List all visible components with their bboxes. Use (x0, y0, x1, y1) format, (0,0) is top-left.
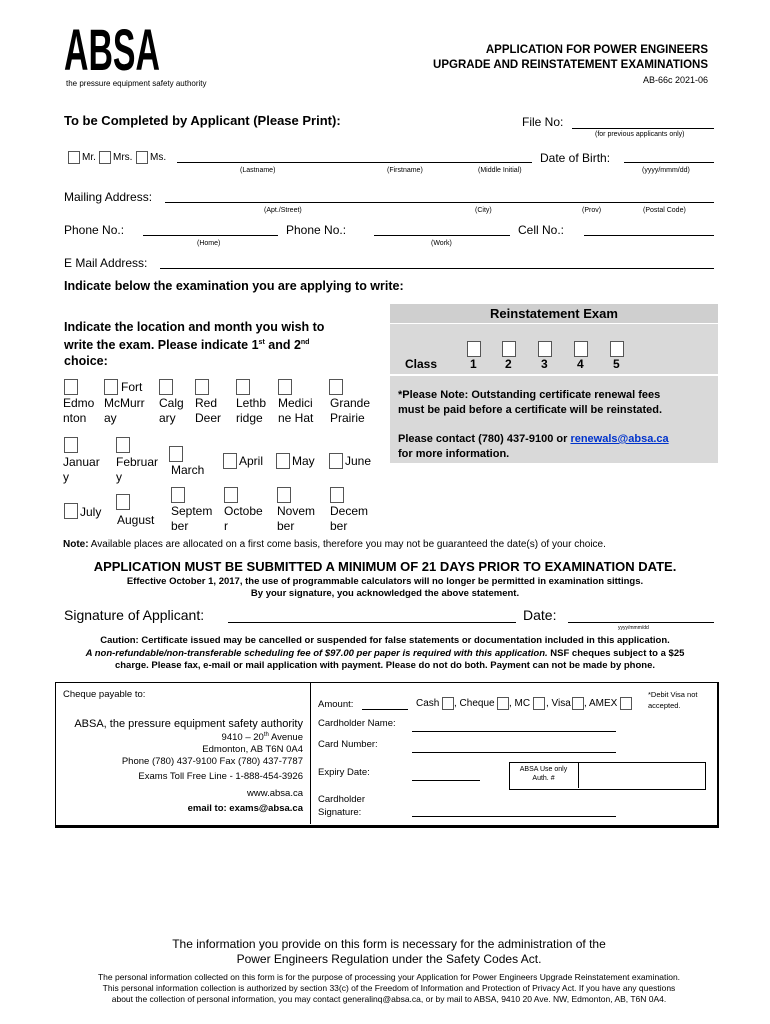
class-4-checkbox[interactable] (574, 341, 588, 357)
cheque-label: , Cheque (454, 698, 495, 709)
date-format: yyyy/mmm/dd (618, 625, 649, 631)
footer-info-line1: The information you provide on this form is necessary for the administration of the (172, 937, 606, 951)
mrs-label: Mrs. (113, 152, 133, 163)
amex-checkbox[interactable] (620, 697, 632, 710)
july-checkbox[interactable] (64, 503, 78, 519)
renewal-note-line2: must be paid before a certificate will be reinstated. (398, 404, 663, 416)
prov-caption: (Prov) (582, 207, 602, 214)
date-label: Date: (523, 607, 557, 623)
phone-fax: Phone (780) 437-9100 Fax (780) 437-7787 (121, 756, 303, 767)
applicant-heading: To be Completed by Applicant (Please Print): (64, 113, 341, 128)
submit-deadline: APPLICATION MUST BE SUBMITTED A MINIMUM OF 21 DAYS PRIOR TO EXAMINATION DATE. (93, 559, 677, 574)
class-4-label: 4 (577, 357, 584, 371)
form-title-line2: UPGRADE AND REINSTATEMENT EXAMINATIONS (433, 59, 708, 71)
edmonton-checkbox[interactable] (64, 379, 78, 395)
cheque-payable-label: Cheque payable to: (63, 689, 146, 700)
cell-input[interactable] (584, 235, 714, 236)
mc-checkbox[interactable] (533, 697, 545, 710)
mailing-label: Mailing Address: (64, 190, 153, 204)
class-5-label: 5 (613, 357, 620, 371)
date-input[interactable] (568, 622, 714, 623)
location-lethbridge: Lethb ridge (236, 396, 267, 425)
class-label: Class (405, 357, 438, 371)
postal-caption: (Postal Code) (643, 207, 686, 214)
renewals-email-link[interactable]: renewals@absa.ca (570, 433, 669, 445)
month-july: July (80, 505, 102, 519)
lastname-caption: (Lastname) (240, 167, 276, 174)
location-fort-mcmurray: McMurr ay (104, 396, 145, 425)
mrs-checkbox[interactable] (99, 151, 111, 164)
cash-label: Cash (416, 698, 440, 709)
form-code: AB-66c 2021-06 (642, 75, 708, 85)
class-2-checkbox[interactable] (502, 341, 516, 357)
cash-checkbox[interactable] (442, 697, 454, 710)
absa-use-label: ABSA Use only (519, 766, 568, 773)
location-instructions: Indicate the location and month you wish to write the exam. Please indicate 1st and 2nd choice: (64, 320, 325, 369)
file-no-note: (for previous applicants only) (595, 131, 685, 138)
september-checkbox[interactable] (171, 487, 185, 503)
month-august: August (117, 513, 155, 527)
home-caption: (Home) (197, 240, 221, 247)
contact-line2: for more information. (398, 448, 510, 460)
march-checkbox[interactable] (169, 446, 183, 462)
signature-label: Signature of Applicant: (64, 607, 205, 623)
location-red-deer: Red Deer (195, 396, 222, 425)
card-number-input[interactable] (412, 752, 616, 753)
name-input[interactable] (177, 162, 532, 163)
absa-logo (64, 22, 224, 92)
dob-label: Date of Birth: (540, 151, 611, 165)
month-october: Octobe r (224, 504, 263, 533)
month-june: June (345, 454, 372, 468)
april-checkbox[interactable] (223, 453, 237, 469)
logo-subtitle: the pressure equipment safety authority (66, 79, 207, 88)
phone1-label: Phone No.: (64, 223, 125, 237)
location-grande-prairie: Grande Prairie (330, 396, 371, 425)
december-checkbox[interactable] (330, 487, 344, 503)
amex-label: , AMEX (584, 698, 618, 709)
privacy-line1: The personal information collected on this form is for the purpose of processing your Application for Power Engineers Upgrade Reinstatement examination. (97, 972, 681, 982)
october-checkbox[interactable] (224, 487, 238, 503)
phone2-label: Phone No.: (286, 223, 347, 237)
month-april: April (239, 454, 264, 468)
cardholder-name-input[interactable] (412, 731, 616, 732)
email-label: E Mail Address: (64, 256, 148, 270)
org-name: ABSA, the pressure equipment safety authority (74, 718, 303, 730)
class-5-checkbox[interactable] (610, 341, 624, 357)
exam-email: email to: exams@absa.ca (187, 803, 303, 814)
month-september: Septem ber (171, 504, 213, 533)
signature-input[interactable] (228, 622, 516, 623)
june-checkbox[interactable] (329, 453, 343, 469)
mc-label: , MC (509, 698, 531, 709)
medicine-hat-checkbox[interactable] (278, 379, 292, 395)
ms-checkbox[interactable] (136, 151, 148, 164)
month-january: Januar y (63, 455, 100, 484)
fee-notice-line2: charge. Please fax, e-mail or mail application with payment. Please do not do both. Payment can not be made by phone. (114, 660, 656, 671)
privacy-line2: This personal information collection is authorized by section 33(c) of the Freedom of Information and Protection of Privacy Act. If you have any questions (102, 983, 676, 993)
visa-label: , Visa (546, 698, 571, 709)
allocation-note: Note: Available places are allocated on a first come basis, therefore you may not be guaranteed the date(s) of your choice. (63, 539, 606, 550)
calgary-checkbox[interactable] (159, 379, 173, 395)
website: www.absa.ca (247, 788, 303, 799)
indicate-heading: Indicate below the examination you are applying to write: (64, 279, 404, 293)
reinstatement-title: Reinstatement Exam (490, 306, 618, 321)
visa-checkbox[interactable] (572, 697, 584, 710)
expiry-label: Expiry Date: (318, 767, 370, 778)
firstname-caption: (Firstname) (387, 167, 423, 174)
lethbridge-checkbox[interactable] (236, 379, 250, 395)
debit-note-line2: accepted. (648, 701, 681, 710)
privacy-line3: about the collection of personal information, you may contact generalinq@absa.ca, or by mail to ABSA, 9410 20 Ave. NW, Edmonton, AB, T6N 0A4. (111, 994, 667, 1004)
debit-note-line1: *Debit Visa not (648, 690, 698, 699)
file-no-label: File No: (522, 115, 564, 129)
renewal-note-line1: *Please Note: Outstanding certificate renewal fees (398, 389, 661, 401)
fort-mcmurray-checkbox[interactable] (104, 379, 118, 395)
month-february: Februar y (116, 455, 159, 484)
home-phone-input[interactable] (143, 235, 278, 236)
logo-text: ABSA (64, 22, 160, 74)
location-medicine-hat: Medici ne Hat (278, 396, 314, 425)
address-line1: 9410 – 20th Avenue (221, 732, 303, 744)
class-2-label: 2 (505, 357, 512, 371)
ms-label: Ms. (150, 152, 167, 163)
november-checkbox[interactable] (277, 487, 291, 503)
mr-label: Mr. (82, 152, 96, 163)
address-line2: Edmonton, AB T6N 0A4 (202, 744, 303, 755)
location-edmonton: Edmo nton (63, 396, 95, 425)
august-checkbox[interactable] (116, 494, 130, 510)
grande-prairie-checkbox[interactable] (329, 379, 343, 395)
email-input[interactable] (160, 268, 714, 269)
toll-free: Exams Toll Free Line - 1-888-454-3926 (138, 771, 303, 782)
class-3-label: 3 (541, 357, 548, 371)
class-1-label: 1 (470, 357, 477, 371)
class-1-checkbox[interactable] (467, 341, 481, 357)
month-may: May (292, 454, 315, 468)
footer-info-line2: Power Engineers Regulation under the Safety Codes Act. (236, 952, 542, 966)
cardholder-signature-label2: Signature: (318, 807, 362, 818)
month-november: Novem ber (277, 504, 316, 533)
fee-notice-line1: A non-refundable/non-transferable scheduling fee of $97.00 per paper is required with this application. NSF cheques subject to a $25 (85, 648, 685, 659)
work-caption: (Work) (431, 240, 452, 247)
dob-format: (yyyy/mmm/dd) (642, 167, 690, 174)
location-calgary: Calg ary (159, 396, 184, 425)
cardholder-signature-input[interactable] (412, 816, 616, 817)
mailing-input[interactable] (165, 202, 714, 203)
february-checkbox[interactable] (116, 437, 130, 453)
apt-caption: (Apt./Street) (264, 207, 302, 214)
cardholder-name-label: Cardholder Name: (318, 718, 396, 729)
form-title-line1: APPLICATION FOR POWER ENGINEERS (485, 44, 708, 56)
card-number-label: Card Number: (318, 739, 378, 750)
mr-checkbox[interactable] (68, 151, 80, 164)
cheque-checkbox[interactable] (497, 697, 509, 710)
city-caption: (City) (475, 207, 492, 214)
red-deer-checkbox[interactable] (195, 379, 209, 395)
contact-line1: Please contact (780) 437-9100 or renewals@absa.ca (398, 433, 669, 445)
file-no-input[interactable] (572, 128, 714, 129)
expiry-input[interactable] (412, 780, 480, 781)
calculator-notice: Effective October 1, 2017, the use of programmable calculators will no longer be permitted in examination sittings. (126, 576, 644, 587)
cardholder-signature-label1: Cardholder (318, 794, 365, 805)
middle-caption: (Middle Initial) (478, 167, 522, 174)
work-phone-input[interactable] (374, 235, 510, 236)
may-checkbox[interactable] (276, 453, 290, 469)
caution-notice: Caution: Certificate issued may be cancelled or suspended for false statements or documentation included in this application. (100, 635, 670, 646)
january-checkbox[interactable] (64, 437, 78, 453)
auth-label: Auth. # (532, 775, 555, 782)
cell-label: Cell No.: (518, 223, 565, 237)
acknowledge-notice: By your signature, you acknowledged the above statement. (250, 588, 520, 599)
fort-label: Fort (121, 380, 143, 394)
month-december: Decem ber (330, 504, 369, 533)
class-3-checkbox[interactable] (538, 341, 552, 357)
amount-input[interactable] (362, 709, 408, 710)
amount-label: Amount: (318, 699, 354, 710)
month-march: March (171, 463, 205, 477)
dob-input[interactable] (624, 162, 714, 163)
